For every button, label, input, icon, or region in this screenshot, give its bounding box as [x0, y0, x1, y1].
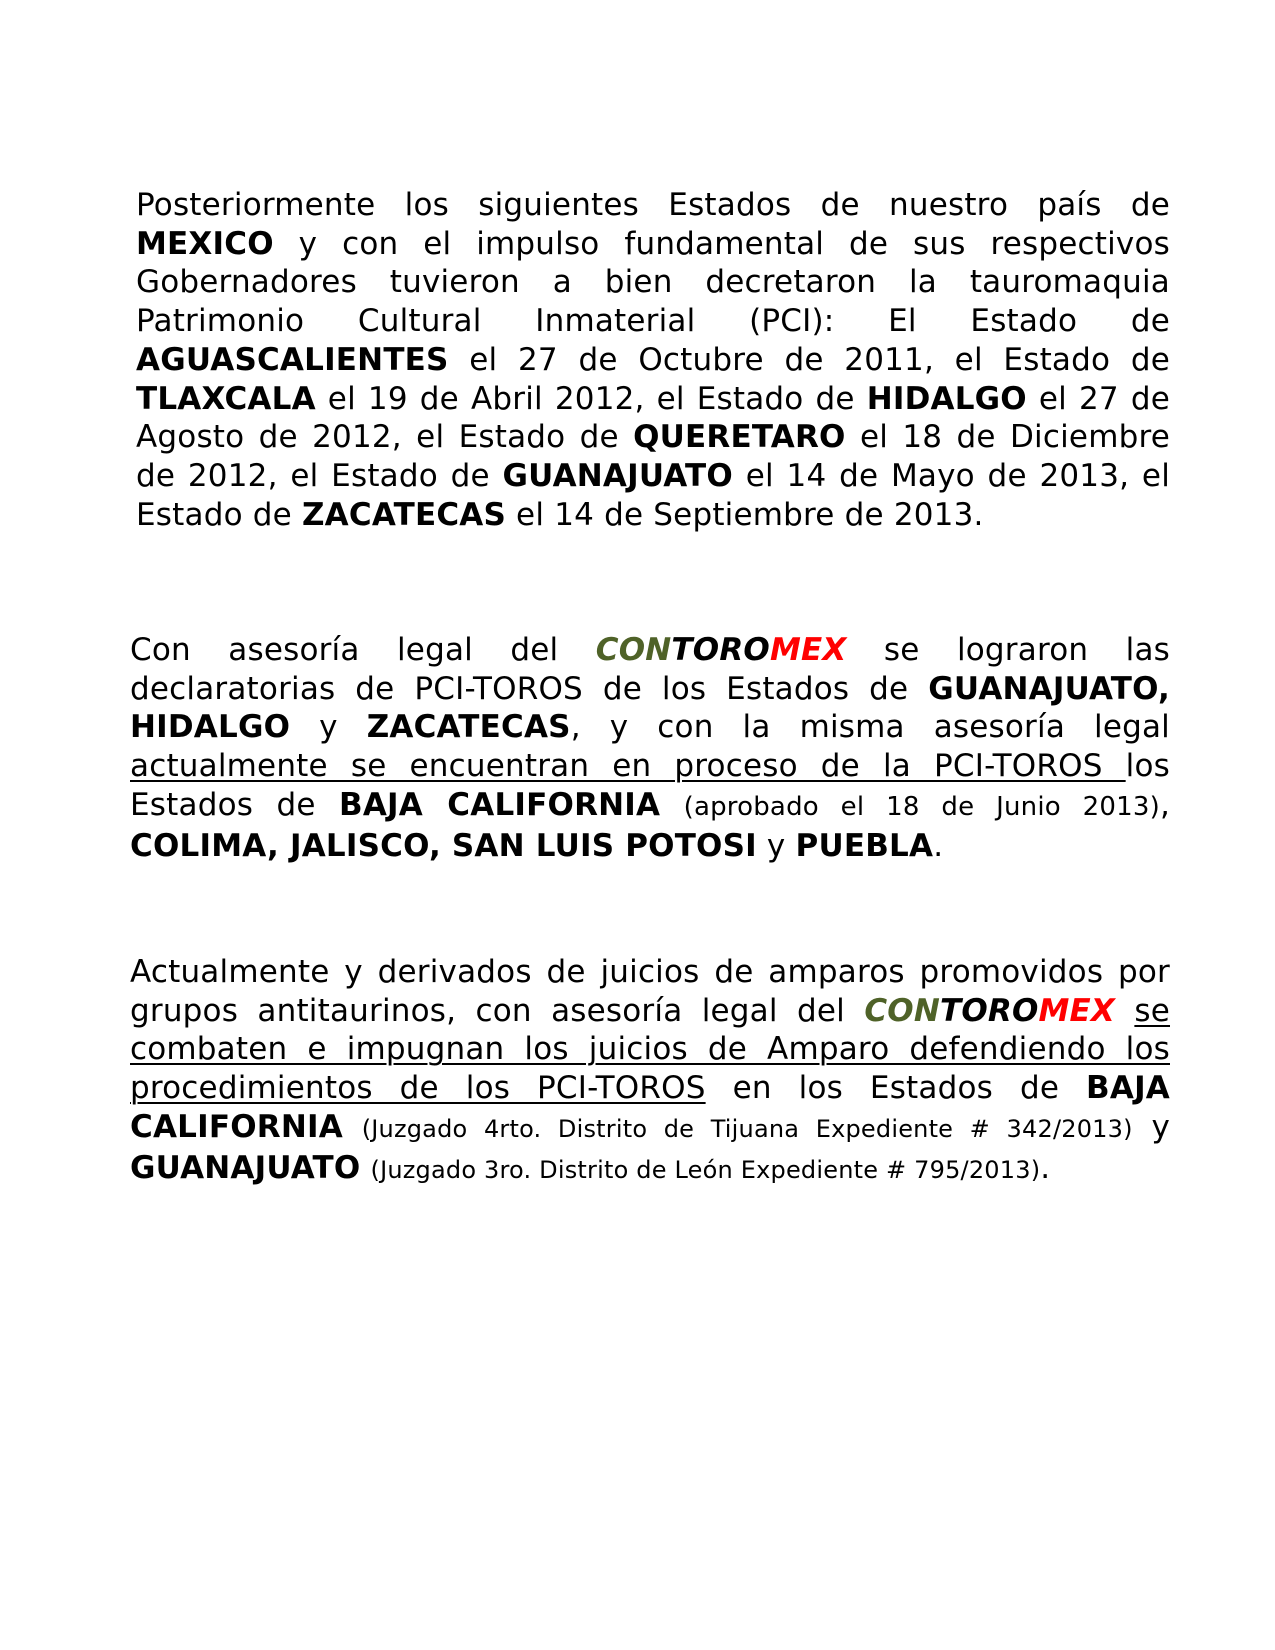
text: y	[756, 827, 796, 864]
state-list: COLIMA, JALISCO, SAN LUIS POTOSI	[130, 827, 757, 864]
state-name: BAJA CALIFORNIA	[339, 786, 661, 823]
court-note: (Juzgado 3ro. Distrito de León Expediente # 795/2013)	[370, 1155, 1041, 1184]
state-name: ZACATECAS	[366, 709, 571, 746]
country-name: MEXICO	[136, 225, 274, 262]
text: los Estados de	[130, 748, 1170, 823]
text	[360, 1150, 370, 1186]
court-note: (Juzgado 4rto. Distrito de Tijuana Expediente # 342/2013)	[361, 1114, 1133, 1143]
text: Actualmente y derivados de juicios de amparos promovidos por grupos antitaurinos, con asesoría legal del	[130, 954, 1170, 1029]
logo-part-mex: MEX	[1038, 992, 1116, 1029]
text: .	[933, 827, 944, 864]
text: el 19 de Abril 2012, el Estado de	[315, 380, 867, 417]
contoromex-logo-text	[864, 993, 1115, 1029]
text: y	[1132, 1108, 1170, 1145]
state-name: TLAXCALA	[136, 380, 316, 417]
text: Con asesoría legal del	[130, 632, 596, 668]
logo-part-con: CON	[595, 632, 672, 668]
state-name: BAJA CALIFORNIA	[130, 1070, 1170, 1145]
text: en los Estados de	[705, 1070, 1087, 1107]
text: el 27 de Octubre de 2011, el Estado de	[448, 341, 1170, 378]
logo-part-con: CON	[864, 992, 940, 1029]
logo-part-mex: MEX	[769, 632, 847, 668]
text: ,	[1159, 786, 1171, 823]
state-name: ZACATECAS	[302, 496, 506, 533]
logo-part-toro: TORO	[671, 632, 770, 668]
approval-note: (aprobado el 18 de Junio 2013)	[683, 791, 1160, 822]
text: el 14 de Mayo de 2013, el Estado de	[136, 457, 1171, 533]
state-list: GUANAJUATO, HIDALGO	[130, 670, 1170, 746]
text	[1115, 993, 1134, 1029]
state-name: GUANAJUATO	[502, 457, 733, 494]
underlined-text: actualmente se encuentran en proceso de la PCI-TOROS	[130, 748, 1126, 785]
text: Posteriormente los siguientes Estados de nuestro país de	[136, 187, 1170, 223]
underlined-text: se combaten e impugnan los juicios de Amparo defendiendo los procedimientos de los PCI-TOROS	[130, 992, 1170, 1107]
state-name: AGUASCALIENTES	[136, 341, 449, 378]
state-name: HIDALGO	[866, 380, 1027, 417]
text: el 27 de Agosto de 2012, el Estado de	[136, 380, 1171, 456]
paragraph-state-declarations	[136, 186, 1170, 534]
text	[343, 1109, 362, 1145]
logo-part-toro: TORO	[939, 992, 1039, 1029]
text: el 18 de Diciembre de 2012, el Estado de	[136, 419, 1171, 494]
text	[660, 787, 683, 823]
text: , y con la misma asesoría legal	[570, 709, 1170, 746]
state-name: QUERETARO	[633, 419, 846, 456]
contoromex-logo-text	[596, 632, 847, 668]
paragraph-legal-advice	[130, 631, 1170, 865]
text: .	[1040, 1149, 1051, 1186]
text: se lograron las declaratorias de PCI-TOROS de los Estados de	[130, 632, 1170, 707]
text: y	[290, 709, 367, 746]
state-name: PUEBLA	[795, 827, 934, 864]
text: y con el impulso fundamental de sus respectivos Gobernadores tuvieron a bien decretaron la tauromaquia Patrimonio Cultural Inmaterial (PCI): El Estado de	[136, 225, 1170, 340]
text: el 14 de Septiembre de 2013.	[506, 496, 984, 533]
paragraph-amparo-trials	[130, 953, 1170, 1189]
state-name: GUANAJUATO	[130, 1149, 361, 1186]
